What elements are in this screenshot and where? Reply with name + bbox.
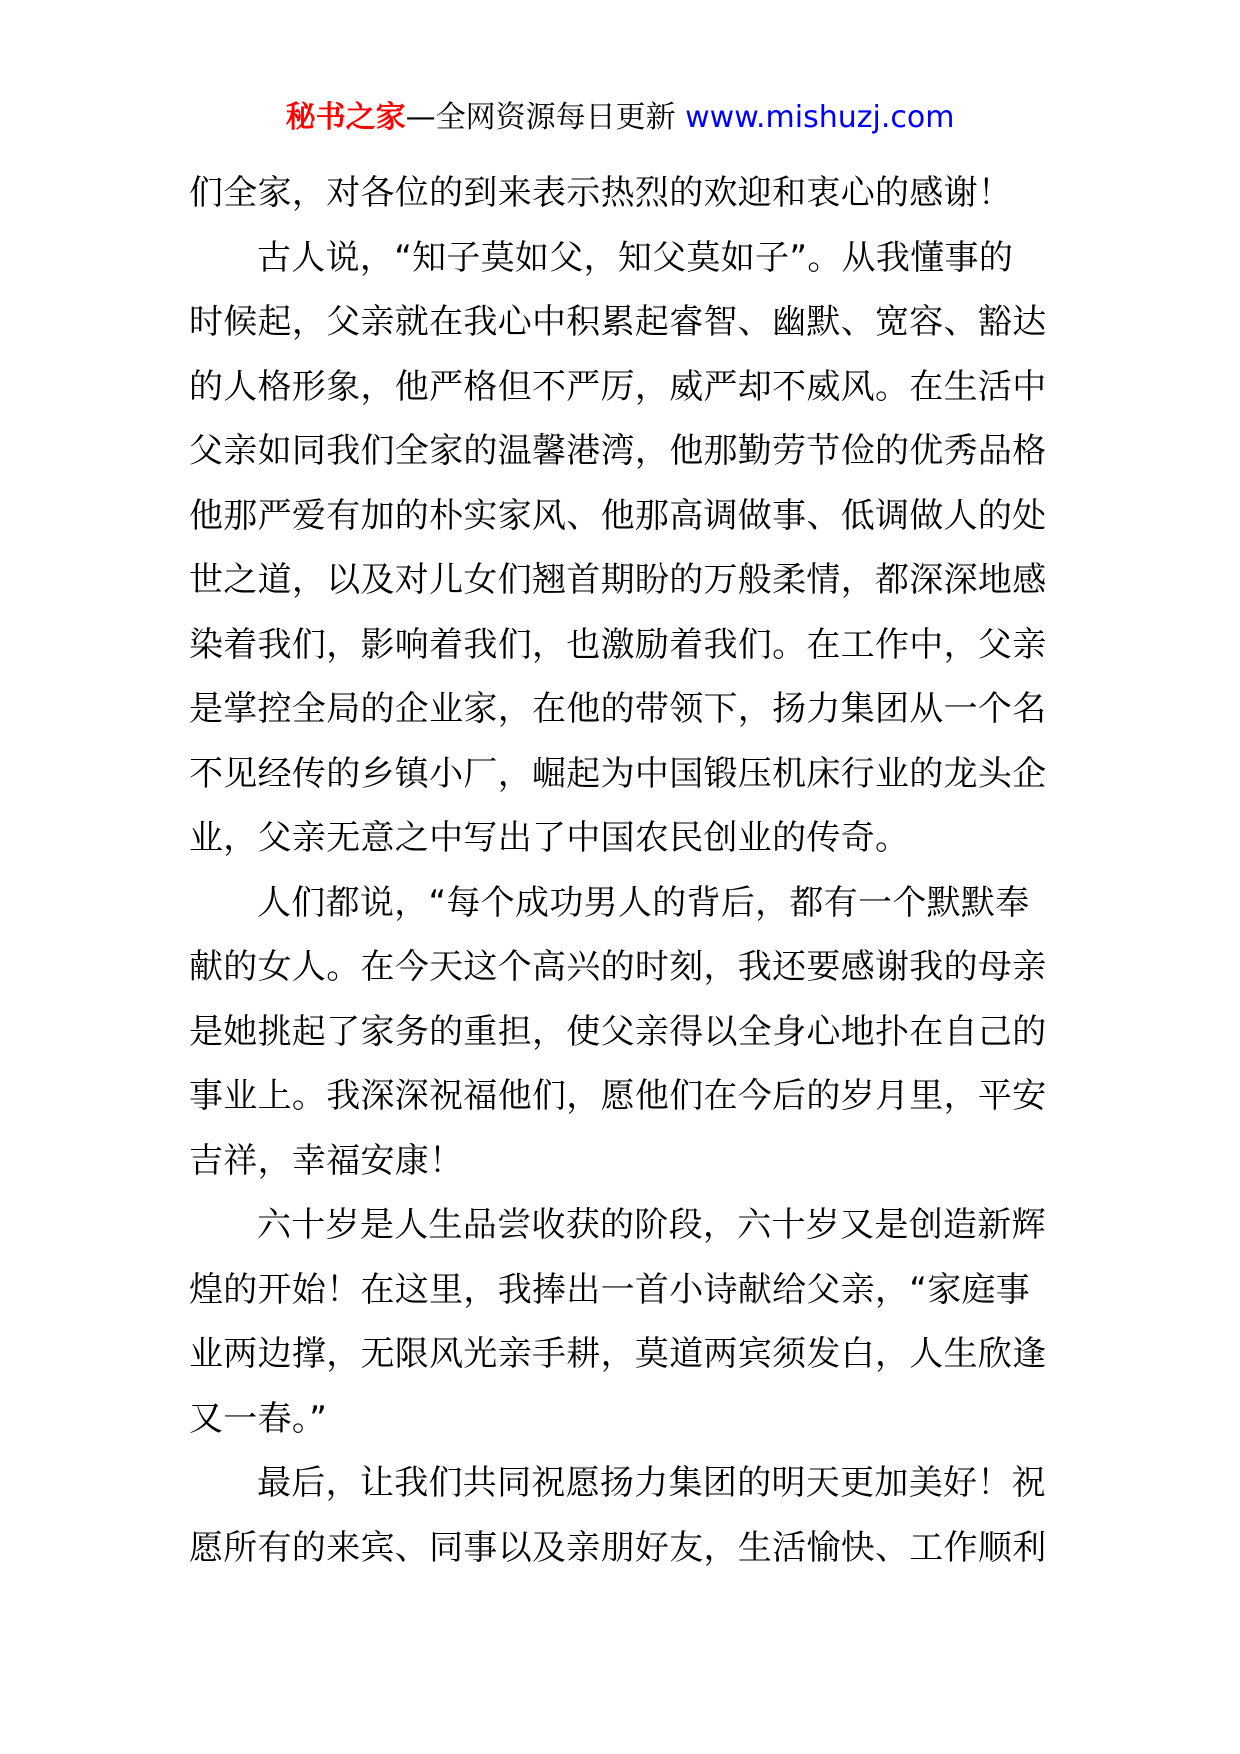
text-line: 的人格形象，他严格但不严厉，威严却不威风。在生活中 [189,366,1047,407]
brand-name: 秘书之家 [285,100,406,135]
text-line: 愿所有的来宾、同事以及亲朋好友，生活愉快、工作顺利 [189,1527,1047,1568]
text-line: 吉祥，幸福安康！ [189,1140,464,1181]
text-line: 们全家，对各位的到来表示热烈的欢迎和衷心的感谢！ [189,173,1013,213]
header-tagline: —全网资源每日更新 [405,100,686,135]
document-body [189,161,1059,1580]
text-line: 业两边撑，无限风光亲手耕，莫道两宾须发白，人生欣逢 [189,1334,1047,1374]
text-line: 煌的开始！在这里，我捧出一首小诗献给父亲，“家庭事 [189,1269,1031,1310]
text-line: 又一春。” [189,1398,328,1439]
text-line: 时候起，父亲就在我心中积累起睿智、幽默、宽容、豁达 [189,302,1047,342]
text-line: 献的女人。在今天这个高兴的时刻，我还要感谢我的母亲 [189,947,1047,987]
website-link[interactable]: www.mishuzj.com [685,100,955,135]
text-line: 业，父亲无意之中写出了中国农民创业的传奇。 [189,818,910,858]
text-line: 是掌控全局的企业家，在他的带领下，扬力集团从一个名 [189,689,1047,729]
paragraph-start: 六十岁是人生品尝收获的阶段，六十岁又是创造新辉 [257,1205,1046,1245]
text-line: 他那严爱有加的朴实家风、他那高调做事、低调做人的处 [189,495,1047,536]
page-header [0,98,1240,138]
text-line: 父亲如同我们全家的温馨港湾，他那勤劳节俭的优秀品格 [189,431,1047,471]
paragraph-start: 古人说，“知子莫如父，知父莫如子”。从我懂事的 [257,237,1014,278]
text-line: 事业上。我深深祝福他们，愿他们在今后的岁月里，平安 [189,1076,1047,1116]
text-line: 世之道，以及对儿女们翘首期盼的万般柔情，都深深地感 [189,560,1047,600]
paragraph-start: 人们都说，“每个成功男人的背后，都有一个默默奉 [257,882,1030,923]
text-line: 染着我们，影响着我们，也激励着我们。在工作中，父亲 [189,624,1047,665]
paragraph-start: 最后，让我们共同祝愿扬力集团的明天更加美好！祝 [257,1463,1046,1503]
text-line: 是她挑起了家务的重担，使父亲得以全身心地扑在自己的 [189,1011,1047,1052]
text-line: 不见经传的乡镇小厂，崛起为中国锻压机床行业的龙头企 [189,753,1047,794]
